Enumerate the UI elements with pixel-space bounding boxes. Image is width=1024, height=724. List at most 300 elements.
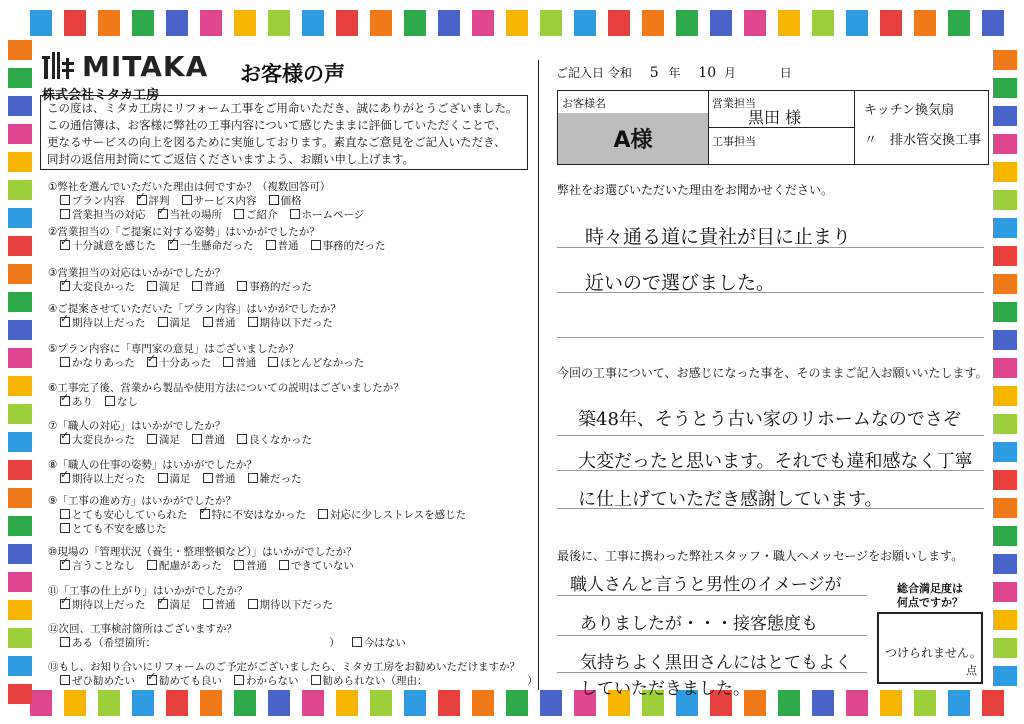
checkbox[interactable]	[352, 637, 362, 647]
checkbox[interactable]	[147, 560, 157, 570]
border-square	[472, 10, 494, 36]
checkbox[interactable]	[158, 473, 168, 483]
border-square	[993, 386, 1017, 406]
option-row	[48, 316, 345, 330]
option-row	[48, 522, 478, 536]
option-label: 営業担当の対応	[72, 209, 146, 221]
border-square	[880, 690, 902, 716]
intro-line: この通信簿は、お客様に弊社の工事内容について感じたままに評価していただくことで、	[47, 118, 507, 132]
border-square	[8, 376, 32, 396]
answer-option[interactable]	[60, 208, 146, 222]
answer-option[interactable]	[279, 559, 354, 573]
date-label: ご記入日	[556, 66, 605, 80]
option-row	[48, 559, 366, 573]
answer-option[interactable]	[237, 280, 312, 294]
option-row	[48, 472, 314, 486]
question-title: ⑨「工事の進め方」はいかがでしたか？	[48, 495, 236, 507]
border-square	[993, 498, 1017, 518]
impression-answer-line: 築48年、そうとう古い家のリホームなのでさぞ	[578, 409, 961, 430]
option-label: 対応に少しストレスを感じた	[330, 509, 467, 521]
answer-option[interactable]	[269, 194, 302, 208]
answer-option[interactable]	[192, 280, 225, 294]
reason-answer-line: 時々通る道に貴社が目に止まり	[585, 226, 852, 248]
checked-checkbox[interactable]	[147, 675, 157, 685]
option-label: 普通	[204, 281, 225, 293]
border-square	[132, 10, 154, 36]
option-label: 普通	[214, 473, 236, 485]
border-square	[438, 10, 460, 36]
option-label: 満足	[169, 599, 191, 611]
checkbox[interactable]	[203, 599, 213, 609]
question-2	[48, 225, 398, 253]
border-square	[506, 10, 528, 36]
checkbox[interactable]	[60, 357, 70, 367]
option-label: 大変良かった	[72, 434, 135, 446]
border-square	[993, 442, 1017, 462]
option-label: 評判	[148, 195, 170, 207]
option-label: 価格	[280, 195, 302, 207]
customer-name: A様	[558, 113, 708, 164]
intro-box	[40, 95, 528, 170]
checked-checkbox[interactable]	[158, 599, 168, 609]
border-square	[574, 10, 596, 36]
border-square	[540, 690, 562, 716]
border-square	[8, 292, 32, 312]
sales-label: 営業担当	[712, 97, 756, 110]
answer-option[interactable]	[200, 508, 307, 522]
option-label: なし	[117, 396, 138, 408]
score-heading-line: 総合満足度は	[897, 582, 963, 595]
construction-label: 工事担当	[712, 135, 756, 148]
answer-option[interactable]	[158, 316, 191, 330]
checked-checkbox[interactable]	[60, 434, 70, 444]
answer-option[interactable]	[158, 472, 191, 486]
checkbox[interactable]	[311, 675, 321, 685]
border-square	[993, 162, 1017, 182]
reason-heading: 弊社をお選びいただいた理由をお聞かせください。	[557, 183, 834, 197]
checkbox[interactable]	[60, 509, 70, 519]
answer-option[interactable]	[105, 395, 138, 409]
border-square	[8, 320, 32, 340]
answer-option[interactable]	[203, 598, 236, 612]
message-answer-line: していただきました。	[580, 679, 750, 699]
answer-option[interactable]	[60, 356, 135, 370]
border-square	[676, 10, 698, 36]
question-title: ①弊社を選んでいただいた理由は何ですか？（複数回答可）	[48, 181, 331, 193]
checkbox[interactable]	[234, 675, 244, 685]
answer-option[interactable]	[248, 472, 302, 486]
option-label: 事務的だった	[322, 240, 386, 252]
logo-brand: MITAKA	[82, 50, 209, 83]
checkbox[interactable]	[192, 281, 202, 291]
answer-option[interactable]	[234, 559, 267, 573]
border-square	[336, 10, 358, 36]
customer-info-box	[557, 90, 989, 165]
checkbox[interactable]	[311, 240, 321, 250]
border-square	[8, 180, 32, 200]
option-label: プラン内容	[72, 195, 125, 207]
border-square	[64, 10, 86, 36]
border-square	[8, 656, 32, 676]
answer-option[interactable]	[311, 674, 538, 688]
answer-option[interactable]	[60, 522, 167, 536]
border-square	[993, 554, 1017, 574]
border-square	[30, 10, 52, 36]
option-row	[48, 598, 345, 612]
sales-value: 黒田 様	[748, 108, 802, 127]
intro-line: この度は、ミタカ工房にリフォーム工事をご用命いただき、誠にありがとうございました。	[47, 101, 518, 115]
customer-name-label: お客様名	[562, 97, 606, 110]
border-square	[846, 10, 868, 36]
option-row	[48, 395, 404, 409]
question-8	[48, 458, 314, 486]
border-square	[993, 246, 1017, 266]
question-6	[48, 381, 404, 409]
answer-option[interactable]	[318, 508, 466, 522]
border-square	[234, 690, 256, 716]
border-square	[993, 610, 1017, 630]
question-title: ④ご提案させていただいた「プラン内容」はいかがでしたか？	[48, 303, 341, 315]
option-label: ほとんどなかった	[280, 357, 365, 369]
answer-option[interactable]	[223, 356, 256, 370]
checkbox[interactable]	[234, 209, 244, 219]
border-square	[778, 690, 800, 716]
checked-checkbox[interactable]	[60, 599, 70, 609]
option-label: ご紹介	[246, 209, 278, 221]
question-title: ③営業担当の対応はいかがでしたか？	[48, 267, 226, 279]
answer-option[interactable]	[290, 208, 365, 222]
question-title: ②営業担当の「ご提案に対する姿勢」はいかがでしたか？	[48, 226, 320, 238]
question-title: ⑤プラン内容に「専門家の意見」はございましたか？	[48, 343, 299, 355]
question-title: ⑥工事完了後、営業から製品や使用方法についての説明はございましたか？	[48, 382, 404, 394]
border-square	[8, 404, 32, 424]
option-label: 普通	[214, 599, 236, 611]
answer-option[interactable]	[60, 239, 156, 253]
border-square	[336, 690, 358, 716]
page-title: お客様の声	[240, 62, 345, 86]
border-square	[993, 78, 1017, 98]
checkbox[interactable]	[60, 209, 70, 219]
option-label: ぜひ勧めたい	[72, 675, 135, 687]
option-label: 期待以上だった	[72, 317, 146, 329]
checkbox[interactable]	[147, 281, 157, 291]
option-label: かなりあった	[72, 357, 135, 369]
answer-option[interactable]	[60, 395, 93, 409]
checkbox[interactable]	[158, 317, 168, 327]
date-day-unit: 日	[779, 66, 792, 80]
border-square	[268, 10, 290, 36]
border-square	[993, 190, 1017, 210]
border-square	[8, 68, 32, 88]
checkbox[interactable]	[105, 396, 115, 406]
option-label: とても安心していられた	[72, 509, 188, 521]
logo-company: 株式会社ミタカ工房	[42, 88, 160, 103]
checkbox[interactable]	[237, 281, 247, 291]
checkbox[interactable]	[248, 599, 258, 609]
border-square	[710, 10, 732, 36]
border-square	[30, 690, 52, 716]
entry-date	[556, 64, 792, 81]
answer-option[interactable]	[60, 508, 188, 522]
option-label: 一生懸命だった	[180, 240, 254, 252]
border-square	[8, 544, 32, 564]
checkbox[interactable]	[223, 357, 233, 367]
date-era: 令和	[607, 66, 632, 80]
checked-checkbox[interactable]	[200, 509, 210, 519]
border-square	[744, 10, 766, 36]
date-month: 10	[698, 65, 717, 81]
option-label: 満足	[159, 434, 180, 446]
work-line: キッチン換気扇	[864, 103, 955, 118]
answer-option[interactable]	[203, 472, 236, 486]
answer-option[interactable]	[352, 636, 406, 650]
border-square	[8, 40, 32, 60]
answer-option[interactable]	[147, 356, 211, 370]
question-title: ⑧「職人の仕事の姿勢」はいかがでしたか？	[48, 459, 257, 471]
border-square	[370, 690, 392, 716]
option-label: 事務的だった	[249, 281, 312, 293]
option-row	[48, 433, 324, 447]
option-label: サービス内容	[193, 195, 257, 207]
border-square	[993, 358, 1017, 378]
option-label: ホームページ	[301, 209, 365, 221]
impression-answer-line: に仕上げていただき感謝しています。	[578, 489, 883, 510]
answer-option[interactable]	[60, 598, 146, 612]
answer-option[interactable]	[182, 194, 257, 208]
checkbox[interactable]	[192, 434, 202, 444]
answer-option[interactable]	[266, 239, 299, 253]
option-label: 特に不安はなかった	[211, 509, 306, 521]
answer-option[interactable]	[234, 208, 278, 222]
question-title: ⑬もし、お知り合いにリフォームのご予定がございましたら、ミタカ工房をお勧めいただけますか？	[48, 661, 520, 673]
answer-option[interactable]	[158, 598, 191, 612]
border-square	[438, 690, 460, 716]
checkbox[interactable]	[269, 195, 279, 205]
option-label: 十分あった	[158, 357, 212, 369]
question-title: ⑩現場の「管理状況（養生・整理整頓など）」はいかがでしたか？	[48, 546, 357, 558]
option-row	[48, 194, 376, 208]
checkbox[interactable]	[279, 560, 289, 570]
option-row	[48, 239, 398, 253]
answer-option[interactable]	[60, 433, 135, 447]
border-square	[200, 690, 222, 716]
checkbox[interactable]	[203, 473, 213, 483]
score-box	[877, 612, 983, 684]
checked-checkbox[interactable]	[60, 396, 70, 406]
border-square	[370, 10, 392, 36]
answer-option[interactable]	[168, 239, 254, 253]
border-square	[8, 600, 32, 620]
checkbox[interactable]	[234, 560, 244, 570]
question-title: ⑪「工事の仕上がり」はいかがでしたか？	[48, 585, 248, 597]
answer-option[interactable]	[60, 280, 135, 294]
question-12	[48, 622, 418, 650]
answer-option[interactable]	[60, 636, 340, 650]
option-label: 期待以下だった	[259, 317, 333, 329]
question-11	[48, 584, 345, 612]
score-unit: 点	[966, 664, 977, 677]
checked-checkbox[interactable]	[60, 240, 70, 250]
answer-option[interactable]	[147, 559, 222, 573]
border-square	[302, 10, 324, 36]
answer-option[interactable]	[237, 433, 312, 447]
border-square	[914, 690, 936, 716]
border-square	[948, 690, 970, 716]
answer-option[interactable]	[311, 239, 386, 253]
option-label: 普通	[204, 434, 225, 446]
checked-checkbox[interactable]	[60, 281, 70, 291]
option-label: 雑だった	[259, 473, 302, 485]
checked-checkbox[interactable]	[147, 357, 157, 367]
border-square	[8, 152, 32, 172]
border-square	[993, 218, 1017, 238]
option-label: 満足	[169, 473, 191, 485]
border-square	[200, 10, 222, 36]
checkbox[interactable]	[290, 209, 300, 219]
checked-checkbox[interactable]	[60, 560, 70, 570]
border-square	[608, 10, 630, 36]
checked-checkbox[interactable]	[168, 240, 178, 250]
checkbox[interactable]	[318, 509, 328, 519]
border-square	[993, 106, 1017, 126]
border-square	[8, 488, 32, 508]
reason-answer-line: 近いので選びました。	[585, 272, 776, 294]
option-label: 満足	[169, 317, 191, 329]
border-square	[982, 10, 1004, 36]
question-title: ⑦「職人の対応」はいかがでしたか？	[48, 420, 226, 432]
intro-line: 更なるサービスの向上を図るために実施しております。素直なご意見をご記入いただき、	[47, 135, 506, 149]
checked-checkbox[interactable]	[158, 209, 168, 219]
border-square	[8, 208, 32, 228]
border-square	[993, 470, 1017, 490]
checkbox[interactable]	[60, 637, 70, 647]
message-answer-line: 気持ちよく黒田さんにはとてもよく	[580, 653, 852, 673]
center-divider	[538, 60, 539, 690]
border-square	[8, 236, 32, 256]
border-square	[8, 96, 32, 116]
option-label: 普通	[214, 317, 236, 329]
date-year-unit: 年	[668, 66, 681, 80]
border-square	[8, 264, 32, 284]
answer-option[interactable]	[248, 598, 334, 612]
option-label: 期待以上だった	[72, 599, 146, 611]
answer-option[interactable]	[147, 674, 222, 688]
border-square	[8, 516, 32, 536]
message-answer-line: ありましたが・・・接客態度も	[580, 614, 818, 634]
score-heading-line: 何点ですか？	[897, 596, 963, 609]
option-label: 満足	[159, 281, 180, 293]
question-7	[48, 419, 324, 447]
checkbox[interactable]	[60, 195, 70, 205]
checkbox[interactable]	[60, 523, 70, 533]
question-4	[48, 302, 345, 330]
checked-checkbox[interactable]	[137, 195, 147, 205]
question-1	[48, 180, 376, 222]
impression-heading: 今回の工事について、お感じになった事を、そのままご記入お願いいたします。	[557, 366, 988, 380]
border-square	[404, 690, 426, 716]
answer-option[interactable]	[268, 356, 364, 370]
checkbox[interactable]	[147, 434, 157, 444]
border-square	[166, 690, 188, 716]
checked-checkbox[interactable]	[60, 473, 70, 483]
answer-option[interactable]	[147, 433, 180, 447]
answer-option[interactable]	[60, 194, 125, 208]
question-3	[48, 266, 324, 294]
border-square	[540, 10, 562, 36]
border-square	[472, 690, 494, 716]
score-heading	[877, 582, 983, 610]
answer-option[interactable]	[248, 316, 334, 330]
checkbox[interactable]	[266, 240, 276, 250]
option-label: 期待以上だった	[72, 473, 146, 485]
answer-option[interactable]	[60, 316, 146, 330]
checkbox[interactable]	[248, 473, 258, 483]
border-square	[993, 582, 1017, 602]
border-square	[846, 690, 868, 716]
checkbox[interactable]	[182, 195, 192, 205]
border-square	[8, 628, 32, 648]
checked-checkbox[interactable]	[60, 317, 70, 327]
border-square	[8, 432, 32, 452]
answer-option[interactable]	[60, 674, 135, 688]
option-label: 勧められない（理由： ）	[322, 675, 538, 687]
impression-answer-line: 大変だったと思います。それでも違和感なく丁寧	[578, 451, 973, 472]
border-square	[812, 10, 834, 36]
option-label: 普通	[277, 240, 299, 252]
border-square	[234, 10, 256, 36]
option-label: 普通	[245, 560, 267, 572]
answer-option[interactable]	[158, 208, 223, 222]
checkbox[interactable]	[248, 317, 258, 327]
border-square	[993, 526, 1017, 546]
option-label: 良くなかった	[249, 434, 312, 446]
option-label: 普通	[235, 357, 257, 369]
date-year: 5	[649, 65, 659, 81]
checkbox[interactable]	[237, 434, 247, 444]
border-square	[302, 690, 324, 716]
option-label: 今はない	[363, 637, 406, 649]
border-square	[914, 10, 936, 36]
option-label: 言うことなし	[72, 560, 135, 572]
border-square	[993, 302, 1017, 322]
answer-option[interactable]	[234, 674, 299, 688]
answer-option[interactable]	[192, 433, 225, 447]
border-square	[993, 50, 1017, 70]
option-label: ある（希望箇所： ）	[72, 637, 340, 649]
border-square	[993, 330, 1017, 350]
border-square	[8, 348, 32, 368]
question-13	[48, 660, 550, 688]
border-square	[132, 690, 154, 716]
border-square	[8, 684, 32, 704]
answer-option[interactable]	[147, 280, 180, 294]
checkbox[interactable]	[268, 357, 278, 367]
answer-option[interactable]	[203, 316, 236, 330]
border-square	[812, 690, 834, 716]
option-row	[48, 208, 376, 222]
question-title: ⑫次回、工事検討箇所はございますか？	[48, 623, 237, 635]
border-square	[993, 274, 1017, 294]
question-9	[48, 494, 478, 536]
checkbox[interactable]	[203, 317, 213, 327]
checkbox[interactable]	[60, 675, 70, 685]
option-label: 大変良かった	[72, 281, 135, 293]
answer-option[interactable]	[60, 559, 135, 573]
answer-option[interactable]	[60, 472, 146, 486]
border-square	[8, 460, 32, 480]
option-label: あり	[72, 396, 93, 408]
option-row	[48, 508, 478, 522]
